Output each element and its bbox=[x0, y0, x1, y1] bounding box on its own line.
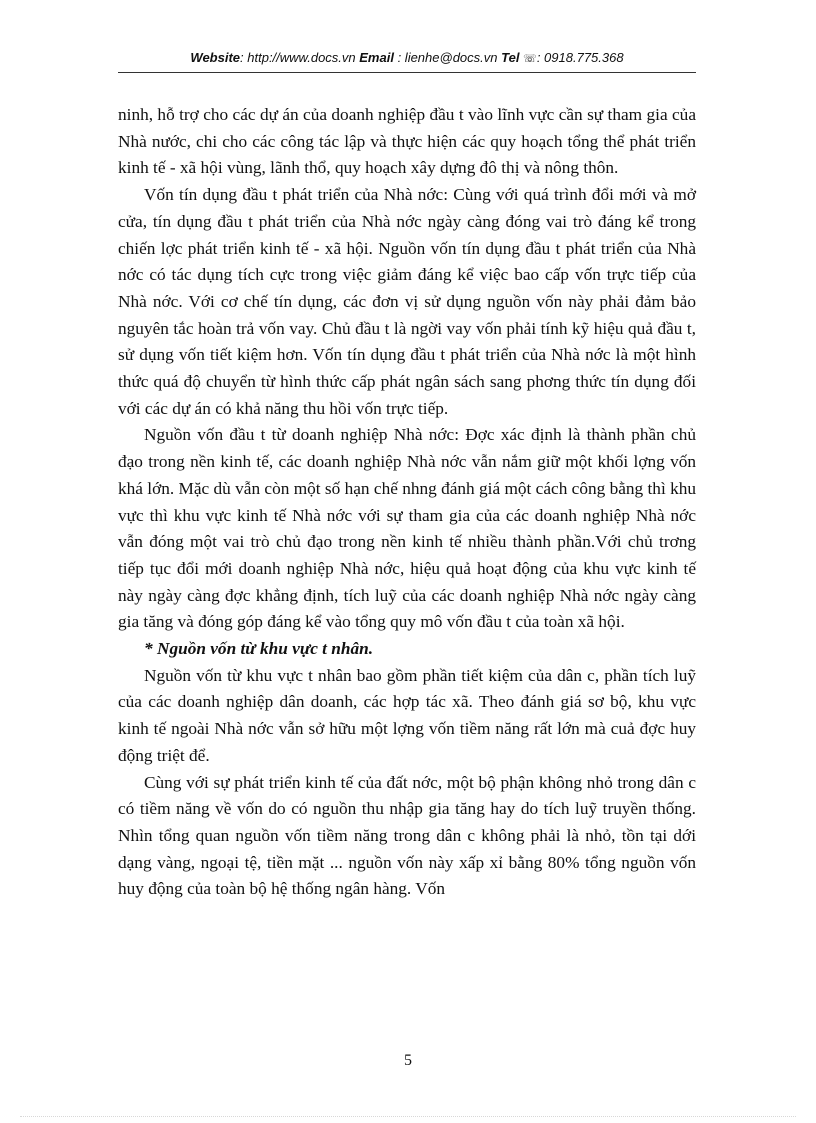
paragraph-5: Cùng với sự phát triển kinh tế của đất nớc, một bộ phận không nhỏ trong dân c có tiềm năng về vốn do có nguồn thu nhập gia tăng hay do tích luỹ truyền thống. Nhìn tổng quan nguồn vốn tiềm năng trong dân c không phải là nhỏ, tồn tại dới dạng vàng, ngoại tệ, tiền mặt ... nguồn vốn này xấp xỉ bằng 80% tổng nguồn vốn huy động của toàn bộ hệ thống ngân hàng. Vốn bbox=[118, 772, 696, 899]
document-body bbox=[118, 102, 696, 903]
tel-value: : 0918.775.368 bbox=[536, 50, 624, 65]
section-heading: * Nguồn vốn từ khu vực t nhân. bbox=[144, 639, 374, 659]
page-number bbox=[0, 1052, 816, 1070]
paragraph-3: Nguồn vốn đầu t từ doanh nghiệp Nhà nớc: Đợc xác định là thành phần chủ đạo trong nền kinh tế, các doanh nghiệp Nhà nớc vẫn nắm giữ một khối lợng vốn khá lớn. Mặc dù vẫn còn một số hạn chế nhng đánh giá một cách công bằng thì khu vực thì khu vực kinh tế Nhà nớc với sự tham gia của các doanh nghiệp Nhà nớc vẫn đóng một vai trò chủ đạo trong nền kinh tế nhiều thành phần.Với chủ trơng tiếp tục đổi mới doanh nghiệp Nhà nớc, hiệu quả hoạt động của khu vực kinh tế này ngày càng đợc khẳng định, tích luỹ của các doanh nghiệp Nhà nớc ngày càng gia tăng và đóng góp đáng kể vào tổng quy mô vốn đầu t của toàn xã hội. bbox=[118, 425, 696, 632]
header-divider bbox=[118, 72, 696, 73]
tel-label: Tel bbox=[501, 50, 520, 65]
phone-icon: ☏ bbox=[523, 53, 537, 65]
paragraph-1: ninh, hỗ trợ cho các dự án của doanh nghiệp đầu t vào lĩnh vực cần sự tham gia của Nhà nước, chi cho các công tác lập và thực hiện các quy hoạch tổng thể phát triển kinh tế - xã hội vùng, lãnh thổ, quy hoạch xây dựng đô thị và nông thôn. bbox=[118, 105, 696, 178]
paragraph-4: Nguồn vốn từ khu vực t nhân bao gồm phần tiết kiệm của dân c, phần tích luỹ của các doanh nghiệp dân doanh, các hợp tác xã. Theo đánh giá sơ bộ, khu vực kinh tế ngoài Nhà nớc vẫn sở hữu một lợng vốn tiềm năng rất lớn mà cuả đợc huy động triệt để. bbox=[118, 665, 696, 765]
website-value: : http://www.docs.vn bbox=[240, 50, 356, 65]
website-label: Website bbox=[190, 50, 241, 65]
paragraph-2: Vốn tín dụng đầu t phát triển của Nhà nớc: Cùng với quá trình đổi mới và mở cửa, tín dụng đầu t phát triển của Nhà nớc ngày càng đóng vai trò đáng kể trong chiến lợc phát triển kinh tế - xã hội. Nguồn vốn tín dụng đầu t phát triển của Nhà nớc có tác dụng tích cực trong việc giảm đáng kể việc bao cấp vốn trực tiếp của Nhà nớc. Với cơ chế tín dụng, các đơn vị sử dụng nguồn vốn này phải đảm bảo nguyên tắc hoàn trả vốn vay. Chủ đầu t là ngời vay vốn phải tính kỹ hiệu quả đầu t, sử dụng vốn tiết kiệm hơn. Vốn tín dụng đầu t phát triển của Nhà nớc là một hình thức quá độ chuyển từ hình thức cấp phát ngân sách sang phơng thức tín dụng đối với các dự án có khả năng thu hồi vốn trực tiếp. bbox=[118, 185, 696, 418]
page-header bbox=[118, 50, 696, 65]
page-number-value: 5 bbox=[404, 1052, 412, 1069]
email-value: : lienhe@docs.vn bbox=[397, 50, 498, 65]
bottom-divider bbox=[20, 1116, 796, 1117]
email-label: Email bbox=[359, 50, 394, 65]
